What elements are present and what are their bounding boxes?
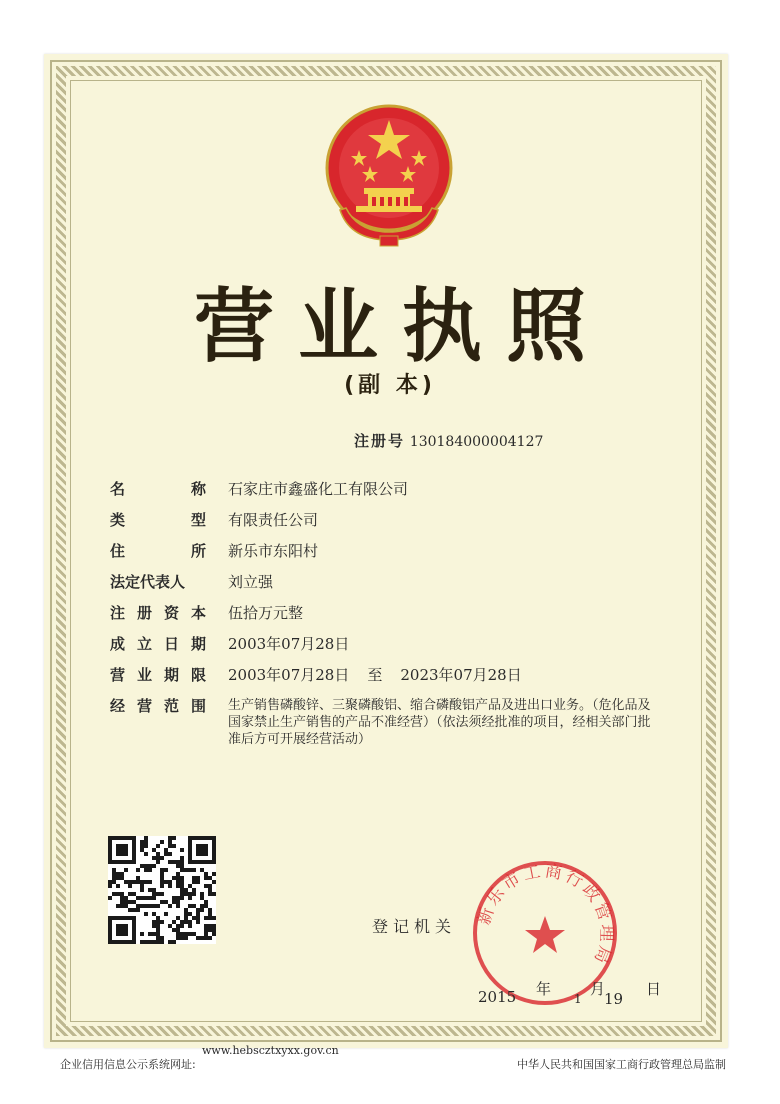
field-label: 营 业 期 限 bbox=[110, 666, 206, 684]
established-date: 2003年07月28日 bbox=[228, 635, 350, 653]
issue-year-unit: 年 bbox=[536, 980, 552, 998]
document-title: 营业执照 bbox=[194, 280, 610, 373]
field-address bbox=[110, 536, 670, 567]
field-established-date bbox=[110, 629, 670, 660]
term-end: 2023年07月28日 bbox=[400, 666, 522, 684]
field-label: 经 营 范 围 bbox=[110, 697, 206, 715]
footer-site-label: 企业信用信息公示系统网址: bbox=[60, 1058, 196, 1071]
license-fields bbox=[110, 474, 670, 761]
issue-year: 2015 bbox=[478, 988, 517, 1006]
footer-supervisor: 中华人民共和国国家工商行政管理总局监制 bbox=[517, 1058, 726, 1071]
term-separator: 至 bbox=[367, 666, 383, 684]
issue-month: 1 bbox=[574, 992, 582, 1006]
field-label: 注 册 资 本 bbox=[110, 604, 206, 622]
registration-authority-label: 登记机关 bbox=[372, 917, 457, 936]
registration-value: 130184000004127 bbox=[409, 434, 544, 450]
field-label: 成 立 日 期 bbox=[110, 635, 206, 653]
document-subtitle: (副 本) bbox=[344, 373, 436, 398]
business-scope: 生产销售磷酸锌、三聚磷酸铝、缩合磷酸铝产品及进出口业务。（危化品及国家禁止生产销售的产品不准经营）（依法须经批准的项目，经相关部门批准后方可开展经营活动） bbox=[228, 698, 651, 747]
seal-text: 新乐市工商行政管理局 bbox=[474, 861, 617, 969]
national-emblem-icon bbox=[320, 100, 458, 250]
field-registered-capital bbox=[110, 598, 670, 629]
field-label: 住 所 bbox=[110, 542, 206, 560]
registration-label: 注册号 bbox=[354, 432, 406, 450]
registered-capital: 伍拾万元整 bbox=[228, 604, 304, 622]
company-type: 有限责任公司 bbox=[228, 511, 319, 529]
svg-text:新乐市工商行政管理局 bbox=[474, 861, 616, 968]
field-name bbox=[110, 474, 670, 505]
field-legal-representative bbox=[110, 567, 670, 598]
field-type bbox=[110, 505, 670, 536]
company-address: 新乐市东阳村 bbox=[228, 542, 319, 560]
qr-code-icon bbox=[108, 836, 216, 944]
field-label: 名 称 bbox=[110, 480, 206, 498]
issue-month-unit: 月 bbox=[590, 980, 606, 998]
company-name: 石家庄市鑫盛化工有限公司 bbox=[228, 480, 409, 498]
field-label: 类 型 bbox=[110, 511, 206, 529]
registration-number bbox=[354, 430, 543, 451]
legal-representative: 刘立强 bbox=[228, 573, 274, 591]
term-start: 2003年07月28日 bbox=[228, 666, 350, 684]
field-business-scope bbox=[110, 691, 670, 761]
field-label: 法定代表人 bbox=[110, 573, 186, 591]
business-term bbox=[228, 664, 522, 685]
issue-day: 19 bbox=[604, 990, 624, 1008]
issue-day-unit: 日 bbox=[646, 980, 662, 998]
footer-url: www.hebscztxyxx.gov.cn bbox=[202, 1044, 339, 1057]
field-business-term bbox=[110, 660, 670, 691]
